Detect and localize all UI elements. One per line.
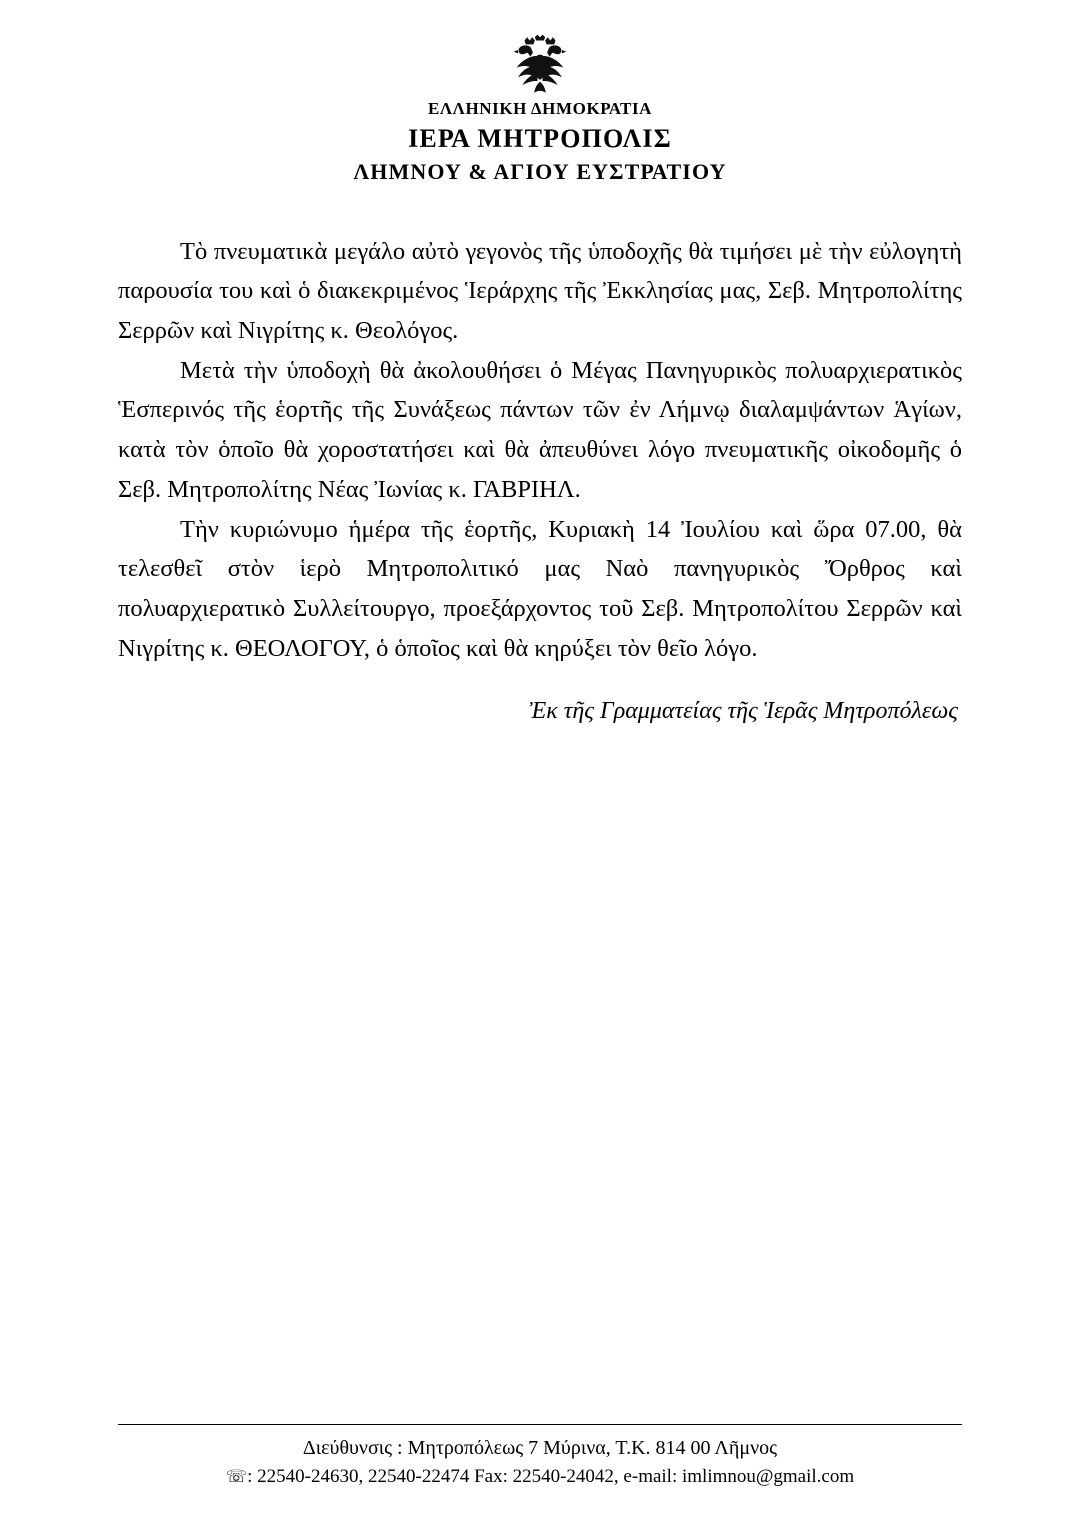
signoff-line: Ἐκ τῆς Γραμματείας τῆς Ἱερᾶς Μητροπόλεως [529, 698, 958, 725]
double-headed-eagle-crest-icon [501, 34, 579, 96]
letterhead [118, 0, 962, 186]
paragraph-3: Τὴν κυριώνυμο ἡμέρα τῆς ἑορτῆς, Κυριακὴ 14 Ἰουλίου καὶ ὥρα 07.00, θὰ τελεσθεῖ στὸν ἱερὸ Μητροπολιτικό μας Ναὸ πανηγυρικὸς Ὄρθρος καὶ πολυαρχιερατικὸ Συλλείτουργο, προεξάρχοντος τοῦ Σεβ. Μητροπολίτου Σερρῶν καὶ Νιγρίτης κ. ΘΕΟΛΟΓΟΥ, ὁ ὁποῖος καὶ θὰ κηρύξει τὸν θεῖο λόγο. [118, 515, 962, 662]
footer-contact: : 22540-24630, 22540-22474 Fax: 22540-24042, e-mail: imlimnou@gmail.com [247, 1465, 855, 1487]
document-body [118, 232, 962, 726]
footer-divider [118, 1424, 962, 1425]
paragraph-1: Τὸ πνευματικὰ μεγάλο αὐτὸ γεγονὸς τῆς ὑποδοχῆς θὰ τιμήσει μὲ τὴν εὐλογητὴ παρουσία του καὶ ὁ διακεκριμένος Ἱεράρχης τῆς Ἐκκλησίας μας, Σεβ. Μητροπολίτης Σερρῶν καὶ Νιγρίτης κ. Θεολόγος. [118, 237, 962, 345]
document-footer [118, 1424, 962, 1492]
letterhead-line-metropolis: ΙΕΡΑ ΜΗΤΡΟΠΟΛΙΣ [408, 123, 672, 153]
footer-contact-row [118, 1463, 962, 1492]
footer-address: Διεύθυνσις : Μητροπόλεως 7 Μύρινα, Τ.Κ. 814 00 Λῆμνος [302, 1436, 778, 1459]
letterhead-line-republic: ΕΛΛΗΝΙΚΗ ΔΗΜΟΚΡΑΤΙΑ [427, 99, 653, 118]
paragraph-2: Μετὰ τὴν ὑποδοχὴ θὰ ἀκολουθήσει ὁ Μέγας Πανηγυρικὸς πολυαρχιερατικὸς Ἑσπερινός τῆς ἑορτῆς τῆς Συνάξεως πάντων τῶν ἐν Λήμνῳ διαλαμψάντων Ἁγίων, κατὰ τὸν ὁποῖο θὰ χοροστατήσει καὶ θὰ ἀπευθύνει λόγο πνευματικῆς οἰκοδομῆς ὁ Σεβ. Μητροπολίτης Νέας Ἰωνίας κ. ΓΑΒΡΙΗΛ. [118, 356, 962, 503]
letterhead-line-diocese: ΛΗΜΝΟΥ & ΑΓΙΟΥ ΕΥΣΤΡΑΤΙΟΥ [353, 159, 727, 185]
telephone-icon: ☏ [225, 1466, 248, 1487]
